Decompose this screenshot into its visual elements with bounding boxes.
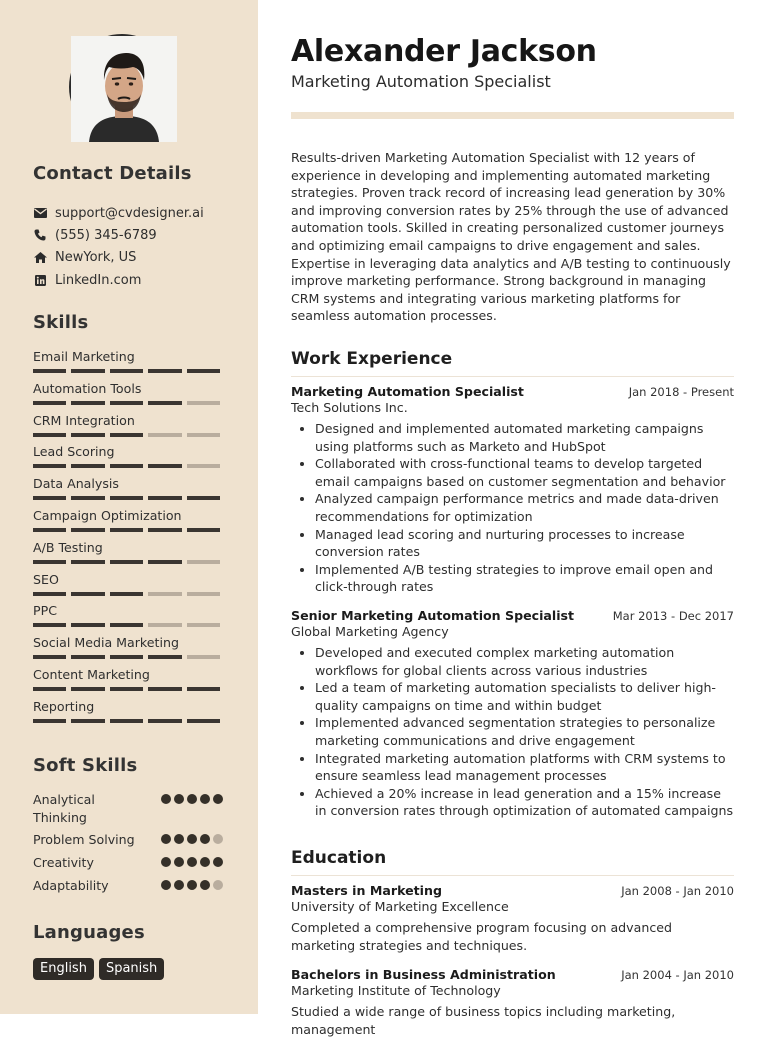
rating-dot: [213, 880, 223, 890]
skill-level-segment: [187, 592, 220, 596]
skill-item: [33, 443, 223, 475]
skill-level-segment: [71, 560, 104, 564]
education-dates: Jan 2008 - Jan 2010: [621, 884, 734, 898]
job-bullet: • Implemented advanced segmentation strategies to personalize marketing communications and drive engagement: [315, 714, 734, 749]
skill-level-segment: [33, 464, 66, 468]
education-entry: [291, 967, 734, 1038]
soft-skill-name: Analytical Thinking: [33, 792, 95, 825]
language-tag: Spanish: [99, 958, 164, 980]
skill-level-segment: [71, 401, 104, 405]
school-name: University of Marketing Excellence: [291, 899, 509, 914]
job-bullet: • Collaborated with cross-functional teams to develop targeted email campaigns based on customer segmentation and behavior: [315, 455, 734, 490]
languages-heading: Languages: [33, 922, 145, 943]
contact-list: [33, 202, 233, 291]
soft-skill-name: Adaptability: [33, 878, 109, 893]
skill-level-segment: [148, 401, 181, 405]
skill-name: Email Marketing: [33, 349, 135, 364]
home-icon: [33, 252, 47, 264]
contact-phone-text: (555) 345-6789: [55, 227, 157, 243]
rating-dot: [200, 834, 210, 844]
contact-email-text: support@cvdesigner.ai: [55, 205, 204, 221]
skill-level-segment: [110, 496, 143, 500]
contact-email[interactable]: [33, 202, 233, 224]
contact-linkedin-text: LinkedIn.com: [55, 272, 142, 288]
skill-item: [33, 666, 223, 698]
skill-level-segment: [110, 560, 143, 564]
skill-level-segment: [148, 623, 181, 627]
skill-level-segment: [33, 433, 66, 437]
skill-level-segment: [187, 655, 220, 659]
rating-dot: [161, 857, 171, 867]
skill-name: Content Marketing: [33, 666, 150, 682]
skill-level-segment: [187, 369, 220, 373]
rating-dot: [161, 834, 171, 844]
rating-dot: [187, 794, 197, 804]
job-bullet: • Led a team of marketing automation specialists to deliver high-quality campaigns on time and within budget: [315, 679, 734, 714]
skill-name: Reporting: [33, 698, 95, 714]
rating-dot: [174, 834, 184, 844]
soft-skill-name: Creativity: [33, 855, 94, 870]
skill-level-bar: [33, 623, 223, 627]
job-company: Global Marketing Agency: [291, 624, 449, 639]
soft-skill-item: [33, 854, 223, 872]
skill-name: PPC: [33, 603, 57, 619]
skill-level-segment: [33, 655, 66, 659]
skill-name: Data Analysis: [33, 476, 119, 492]
soft-skill-item: [33, 877, 223, 895]
skill-name: SEO: [33, 571, 59, 587]
skill-level-bar: [33, 401, 223, 405]
skill-level-segment: [110, 592, 143, 596]
skill-level-segment: [187, 719, 220, 723]
envelope-icon: [33, 207, 47, 219]
rating-dot: [161, 880, 171, 890]
skill-level-segment: [187, 528, 220, 532]
language-tag: English: [33, 958, 94, 980]
languages-list: [33, 958, 164, 980]
skill-level-segment: [148, 433, 181, 437]
education-heading: Education: [291, 848, 734, 876]
job-title: Marketing Automation Specialist: [291, 384, 524, 399]
profile-photo: [71, 36, 177, 142]
skills-list: [33, 348, 223, 730]
soft-skill-rating: [161, 854, 223, 872]
skill-item: [33, 348, 223, 380]
skill-item: [33, 412, 223, 444]
skill-level-bar: [33, 433, 223, 437]
skill-level-segment: [148, 592, 181, 596]
job-bullets: [291, 420, 734, 596]
work-experience-heading: Work Experience: [291, 349, 734, 377]
job-bullet: • Implemented A/B testing strategies to improve email open and click-through rates: [315, 561, 734, 596]
job-title: Senior Marketing Automation Specialist: [291, 608, 575, 623]
linkedin-icon: [33, 274, 47, 286]
sidebar: [0, 0, 258, 1014]
degree-title: Masters in Marketing: [291, 883, 442, 898]
soft-skill-name: Problem Solving: [33, 832, 135, 847]
skill-level-segment: [110, 401, 143, 405]
job-bullet: • Managed lead scoring and nurturing processes to increase conversion rates: [315, 526, 734, 561]
job-bullet: • Designed and implemented automated marketing campaigns using platforms such as Marketo and HubSpot: [315, 420, 734, 455]
skill-name: Lead Scoring: [33, 444, 115, 460]
job-dates: Jan 2018 - Present: [628, 385, 734, 399]
skill-item: [33, 475, 223, 507]
rating-dot: [213, 857, 223, 867]
rating-dot: [187, 857, 197, 867]
skill-level-segment: [110, 464, 143, 468]
soft-skills-heading: Soft Skills: [33, 755, 138, 776]
profile-summary: Results-driven Marketing Automation Specialist with 12 years of experience in developing and implementing automated marketing strategies. Proven track record of increasing lead generation by 30% and improving conversion rates by 25% through the use of advanced automation tools. Skilled in creating personalized customer journeys and optimizing email campaigns to drive engagement and sales. Expertise in leveraging data analytics and A/B testing to continuously improve marketing performance. Strong background in managing CRM systems and integrating various marketing platforms for seamless automation processes.: [291, 150, 731, 324]
education-description: Completed a comprehensive program focusing on advanced marketing strategies and techniques.: [291, 920, 672, 953]
job-entry: [291, 384, 734, 596]
skill-level-segment: [110, 719, 143, 723]
skill-level-segment: [71, 623, 104, 627]
skill-level-bar: [33, 592, 223, 596]
rating-dot: [200, 880, 210, 890]
rating-dot: [213, 794, 223, 804]
skill-level-segment: [33, 496, 66, 500]
candidate-title: Marketing Automation Specialist: [291, 72, 551, 91]
skill-level-bar: [33, 655, 223, 659]
skill-level-segment: [71, 369, 104, 373]
skill-level-segment: [110, 369, 143, 373]
soft-skill-rating: [161, 791, 223, 826]
skill-level-segment: [148, 528, 181, 532]
skill-level-segment: [148, 369, 181, 373]
skill-level-segment: [187, 496, 220, 500]
skill-level-segment: [110, 528, 143, 532]
skill-level-segment: [187, 464, 220, 468]
skill-level-segment: [187, 560, 220, 564]
skill-item: [33, 602, 223, 634]
skill-level-segment: [110, 433, 143, 437]
skill-level-segment: [71, 655, 104, 659]
soft-skill-rating: [161, 877, 223, 895]
skill-level-bar: [33, 560, 223, 564]
skill-level-segment: [71, 719, 104, 723]
soft-skill-item: [33, 791, 223, 826]
skill-level-segment: [148, 719, 181, 723]
skill-level-segment: [71, 528, 104, 532]
rating-dot: [200, 794, 210, 804]
degree-title: Bachelors in Business Administration: [291, 967, 556, 982]
skill-level-segment: [187, 401, 220, 405]
skill-level-segment: [110, 655, 143, 659]
skill-level-segment: [33, 719, 66, 723]
skill-level-segment: [148, 464, 181, 468]
skill-level-segment: [33, 528, 66, 532]
skill-level-segment: [148, 496, 181, 500]
skill-item: [33, 539, 223, 571]
skill-item: [33, 698, 223, 730]
phone-icon: [33, 229, 47, 241]
rating-dot: [213, 834, 223, 844]
education-dates: Jan 2004 - Jan 2010: [621, 968, 734, 982]
rating-dot: [200, 857, 210, 867]
skill-level-segment: [110, 623, 143, 627]
rating-dot: [174, 857, 184, 867]
skill-level-segment: [187, 623, 220, 627]
skill-level-bar: [33, 369, 223, 373]
skill-item: [33, 571, 223, 603]
skill-level-segment: [33, 560, 66, 564]
job-dates: Mar 2013 - Dec 2017: [612, 609, 734, 623]
skill-name: Campaign Optimization: [33, 507, 182, 523]
header-accent-bar: [291, 112, 734, 119]
skill-level-bar: [33, 528, 223, 532]
skill-level-segment: [33, 623, 66, 627]
skill-name: CRM Integration: [33, 412, 135, 428]
education-description: Studied a wide range of business topics including marketing, management: [291, 1004, 676, 1037]
rating-dot: [174, 794, 184, 804]
contact-location-text: NewYork, US: [55, 250, 137, 266]
job-bullet: • Integrated marketing automation platforms with CRM systems to ensure seamless lead management processes: [315, 750, 734, 785]
rating-dot: [161, 794, 171, 804]
skill-level-segment: [148, 560, 181, 564]
skill-level-bar: [33, 496, 223, 500]
job-company: Tech Solutions Inc.: [291, 400, 408, 415]
contact-location: [33, 247, 233, 269]
job-bullet: • Achieved a 20% increase in lead generation and a 15% increase in conversion rates through optimization of automated campaigns: [315, 785, 734, 820]
skill-level-segment: [33, 401, 66, 405]
skill-item: [33, 507, 223, 539]
job-entry: [291, 608, 734, 820]
skill-level-segment: [187, 687, 220, 691]
job-bullet: • Analyzed campaign performance metrics and made data-driven recommendations for optimization: [315, 490, 734, 525]
skill-level-segment: [148, 687, 181, 691]
rating-dot: [187, 880, 197, 890]
skill-level-segment: [71, 592, 104, 596]
skill-level-segment: [33, 369, 66, 373]
rating-dot: [174, 880, 184, 890]
contact-linkedin[interactable]: [33, 269, 233, 291]
contact-heading: Contact Details: [33, 163, 192, 184]
skill-level-segment: [148, 655, 181, 659]
skills-heading: Skills: [33, 312, 89, 333]
skill-level-segment: [71, 433, 104, 437]
skill-level-segment: [187, 433, 220, 437]
rating-dot: [187, 834, 197, 844]
skill-name: Automation Tools: [33, 380, 142, 396]
contact-phone[interactable]: [33, 224, 233, 246]
skill-name: Social Media Marketing: [33, 635, 179, 651]
skill-level-segment: [71, 687, 104, 691]
skill-level-bar: [33, 464, 223, 468]
skill-level-segment: [71, 496, 104, 500]
school-name: Marketing Institute of Technology: [291, 983, 501, 998]
skill-name: A/B Testing: [33, 539, 103, 555]
soft-skills-list: [33, 791, 223, 900]
education-entry: [291, 883, 734, 954]
candidate-name: Alexander Jackson: [291, 34, 597, 69]
skill-level-bar: [33, 687, 223, 691]
skill-level-segment: [33, 592, 66, 596]
job-bullets: [291, 644, 734, 820]
skill-level-bar: [33, 719, 223, 723]
job-bullet: • Developed and executed complex marketing automation workflows for global clients across various industries: [315, 644, 734, 679]
avatar: [69, 34, 175, 140]
skill-item: [33, 634, 223, 666]
skill-level-segment: [110, 687, 143, 691]
skill-level-segment: [71, 464, 104, 468]
soft-skill-item: [33, 831, 223, 849]
skill-item: [33, 380, 223, 412]
soft-skill-rating: [161, 831, 223, 849]
skill-level-segment: [33, 687, 66, 691]
